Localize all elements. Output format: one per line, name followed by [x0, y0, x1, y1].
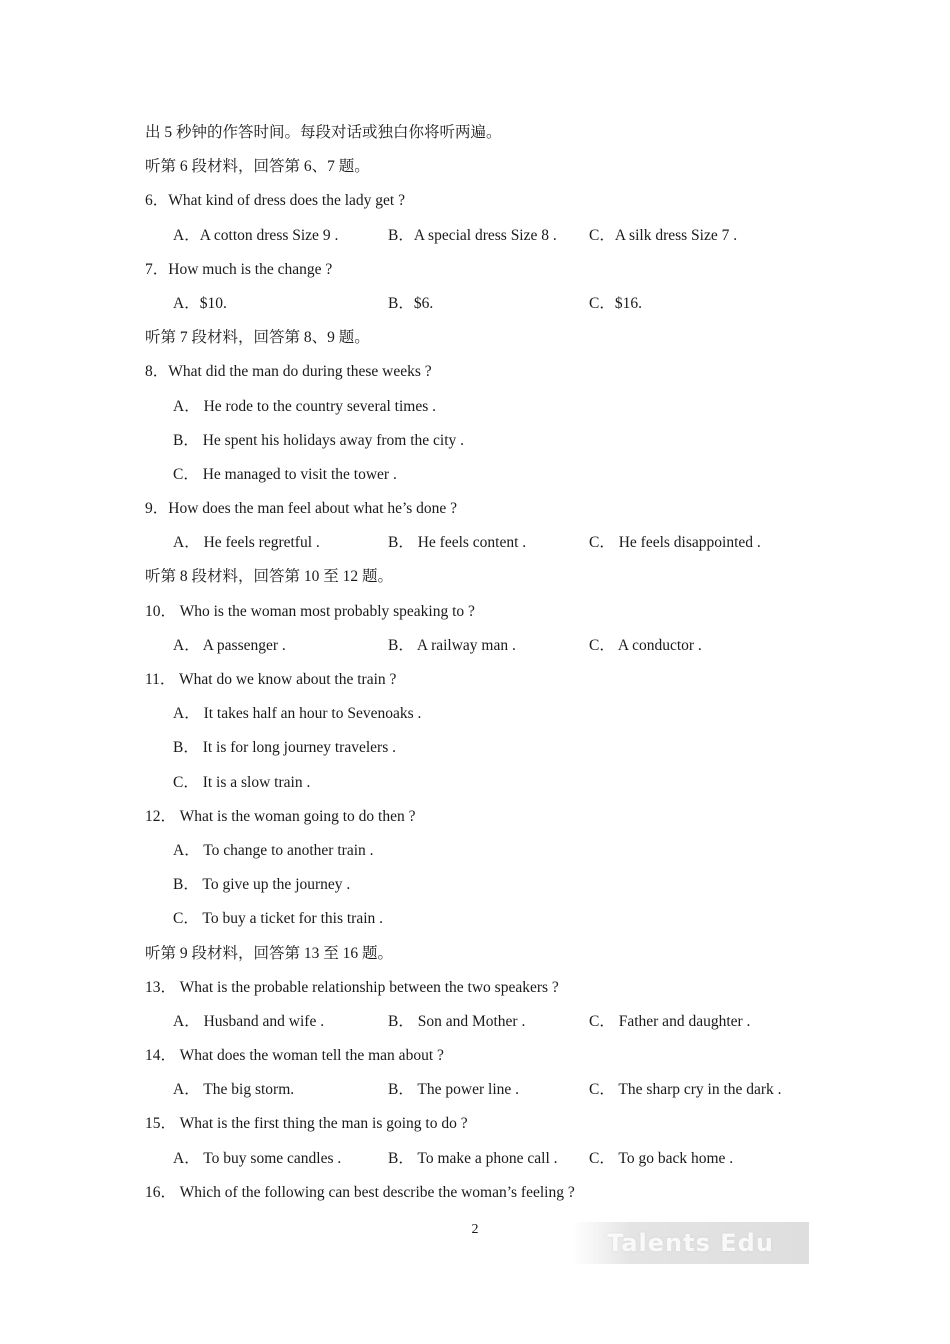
document-content [145, 116, 825, 1210]
options-row [145, 1142, 825, 1176]
section-heading: 听第 8 段材料，回答第 10 至 12 题。 [145, 568, 394, 586]
question-stem: 11． What do we know about the train ? [145, 671, 397, 688]
answer-option: C． He feels disappointed . [589, 534, 761, 552]
answer-option: A．$10. [173, 294, 227, 312]
options-row [145, 526, 825, 560]
answer-option: C． Father and daughter . [589, 1012, 751, 1030]
watermark-logo [572, 1222, 809, 1264]
answer-option: B．A special dress Size 8 . [388, 226, 557, 244]
question-stem: 12． What is the woman going to do then ? [145, 807, 416, 825]
options-row [145, 629, 825, 663]
answer-option: B． To give up the journey . [173, 876, 351, 894]
answer-option: B． It is for long journey travelers . [173, 739, 396, 757]
page-number: 2 [471, 1222, 479, 1237]
answer-option: C． To go back home . [589, 1149, 734, 1167]
question-stem: 13． What is the probable relationship between the two speakers ? [145, 978, 559, 996]
options-row [145, 287, 825, 321]
question-stem: 8．What did the man do during these weeks ? [145, 363, 432, 381]
answer-option: C． It is a slow train . [173, 773, 311, 791]
answer-option: C．A silk dress Size 7 . [589, 226, 738, 244]
question-stem: 9．How does the man feel about what he’s done ? [145, 500, 458, 518]
answer-option: A．A cotton dress Size 9 . [173, 226, 339, 244]
answer-option: C． A conductor . [589, 636, 702, 654]
question-stem: 6．What kind of dress does the lady get ? [145, 192, 405, 210]
options-row [145, 219, 825, 253]
section-heading: 听第 7 段材料，回答第 8、9 题。 [145, 329, 370, 347]
answer-option: B． Son and Mother . [388, 1012, 526, 1030]
answer-option: B． The power line . [388, 1081, 520, 1099]
answer-option: A． The big storm. [173, 1081, 295, 1099]
section-heading: 听第 6 段材料，回答第 6、7 题。 [145, 158, 370, 176]
answer-option: A． He feels regretful . [173, 534, 320, 552]
answer-option: A． Husband and wife . [173, 1012, 325, 1030]
question-stem: 10． Who is the woman most probably speaking to ? [145, 602, 475, 620]
question-stem: 15． What is the first thing the man is going to do ? [145, 1115, 468, 1133]
section-heading: 听第 9 段材料，回答第 13 至 16 题。 [145, 944, 394, 962]
options-row [145, 1073, 825, 1107]
answer-option: B． A railway man . [388, 636, 516, 654]
answer-option: C．$16. [589, 294, 642, 312]
answer-option: B． To make a phone call . [388, 1149, 558, 1167]
question-stem: 7．How much is the change ? [145, 260, 333, 278]
answer-option: A． To buy some candles . [173, 1149, 342, 1167]
answer-option: B． He spent his holidays away from the city . [173, 431, 465, 449]
answer-option: A． He rode to the country several times . [173, 397, 436, 415]
answer-option: C． To buy a ticket for this train . [173, 910, 383, 928]
watermark-text: Talents Edu [607, 1229, 774, 1257]
intro-line: 出 5 秒钟的作答时间。每段对话或独白你将听两遍。 [145, 124, 502, 141]
answer-option: B．$6. [388, 294, 434, 312]
options-row [145, 1005, 825, 1039]
answer-option: A． It takes half an hour to Sevenoaks . [173, 705, 422, 723]
answer-option: A． A passenger . [173, 636, 286, 654]
answer-option: C． The sharp cry in the dark . [589, 1081, 782, 1099]
question-stem: 14． What does the woman tell the man about ? [145, 1047, 444, 1065]
answer-option: A． To change to another train . [173, 841, 374, 859]
question-stem: 16． Which of the following can best describe the woman’s feeling ? [145, 1183, 575, 1201]
answer-option: B． He feels content . [388, 534, 527, 552]
answer-option: C． He managed to visit the tower . [173, 465, 397, 483]
